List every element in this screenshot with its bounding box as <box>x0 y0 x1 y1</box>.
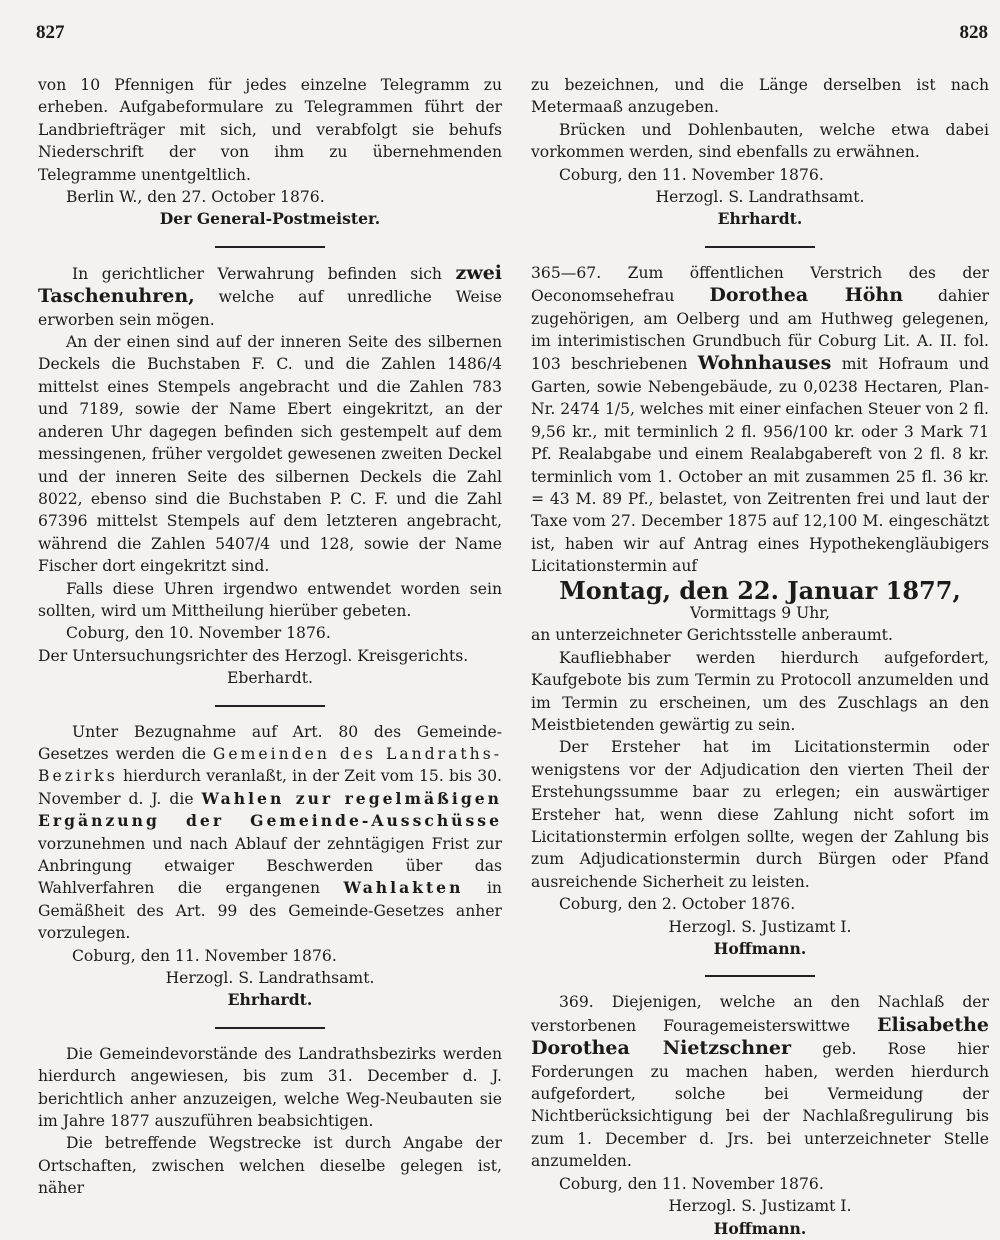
roads-notice <box>38 1043 502 1200</box>
estate-signature-2-text: Hoffmann. <box>713 1218 807 1238</box>
auction-text-3: Der Ersteher hat im Licitationstermin oder wenigstens vor der Adjudication den vierten Theil der Erstehungssumme baar zu erlegen; ein auswärtiger Ersteher hat, wenn diese Zahlung nicht sofort im Licitationstermin erfolgen sollte, wegen der Zahlung bis zum Adjudicationstermin durch Bürgen oder Pfand ausreichende Sicherheit zu leisten. <box>531 738 989 891</box>
roads-cont-signature-2 <box>531 208 989 230</box>
left-column <box>38 74 502 1200</box>
estate-signature-2 <box>531 1218 989 1240</box>
auction-text <box>531 262 989 578</box>
elections-text-c: vorzunehmen und nach Ablauf der zehntägigen Frist zur Anbringung etwaiger Beschwerden über das Wahlverfahren die ergangenen <box>38 834 502 898</box>
elections-text-a: Unter Bezugnahme auf Art. 80 des Gemeinde-Gesetzes werden die <box>38 722 502 763</box>
elections-spaced-1: Gemeinden des Landraths-Bezirks <box>38 744 502 786</box>
section-divider <box>215 246 325 248</box>
estate-deceased-name: Elisabethe Dorothea Nietzschner <box>531 1013 989 1060</box>
estate-notice <box>531 991 989 1239</box>
auction-notice <box>531 262 989 961</box>
watches-signature-1: Der Untersuchungsrichter des Herzogl. Kreisgerichts. <box>38 646 469 665</box>
section-divider <box>215 1027 325 1029</box>
telegram-notice <box>38 74 502 231</box>
estate-signature-1: Herzogl. S. Justizamt I. <box>668 1197 852 1216</box>
elections-signature-2-text: Ehrhardt. <box>227 990 313 1010</box>
auction-signature-2-text: Hoffmann. <box>713 939 807 959</box>
telegram-place-date: Berlin W., den 27. October 1876. <box>66 188 325 207</box>
page-number-left: 827 <box>36 22 65 43</box>
estate-text <box>531 991 989 1172</box>
elections-spaced-2: Wahlen zur regelmäßigen Ergänzung der Gemeinde-Ausschüsse <box>38 788 502 831</box>
elections-text-b: hierdurch veranlaßt, in der Zeit vom 15. bis 30. November d. J. die <box>38 767 502 808</box>
auction-house-word: Wohnhauses <box>697 352 832 375</box>
section-divider <box>705 975 815 977</box>
roads-cont-text-1: zu bezeichnen, und die Länge derselben ist nach Metermaaß anzugeben. <box>531 76 989 117</box>
roads-cont-text-2: Brücken und Dohlenbauten, welche etwa dabei vorkommen werden, sind ebenfalls zu erwähnen. <box>531 120 989 162</box>
section-divider <box>705 246 815 248</box>
auction-owner-name: Dorothea Höhn <box>709 284 904 307</box>
watches-headline: zwei Taschenuhren, <box>38 261 502 308</box>
elections-notice <box>38 721 502 1012</box>
roads-text-1: Die Gemeindevorstände des Landrathsbezirks werden hierdurch angewiesen, bis zum 31. December d. J. berichtlich anher anzuzeigen, welche Weg-Neubauten sie im Jahre 1877 auszuführen beabsichtigen. <box>38 1044 502 1131</box>
auction-signature-2 <box>531 938 989 960</box>
elections-place-date: Coburg, den 11. November 1876. <box>72 946 337 965</box>
page-number-right: 828 <box>959 22 988 43</box>
auction-signature-1: Herzogl. S. Justizamt I. <box>668 917 852 936</box>
auction-text-b: dahier zugehörigen, am Oelberg und am Huthweg gelegenen, im interimistischen Grundbuch für Coburg Lit. A. II. fol. 103 beschriebenen <box>531 287 989 374</box>
auction-date: Montag, den 22. Januar 1877, <box>559 575 961 605</box>
auction-text-2: Kaufliebhaber werden hierdurch aufgefordert, Kaufgebote bis zum Termin zu Protocoll anzumelden und im Termin zu erscheinen, um des Zuschlags an den Meistbietenden gewärtig zu sein. <box>531 648 989 734</box>
auction-time: Vormittags 9 Uhr, <box>690 603 830 622</box>
watches-place-date: Coburg, den 10. November 1876. <box>66 624 331 643</box>
auction-place: an unterzeichneter Gerichtsstelle anberaumt. <box>531 626 893 645</box>
telegram-signature <box>38 208 502 230</box>
watches-notice <box>38 262 502 690</box>
estate-text-a: 369. Diejenigen, welche an den Nachlaß der verstorbenen Fouragemeisterswittwe <box>531 993 989 1035</box>
watches-description: An der einen sind auf der inneren Seite des silbernen Deckels die Buchstaben F. C. und die Zahlen 1486/4 mittelst eines Stempels angebracht und die Zahlen 783 und 7189, sowie der Name Ebert eingekritzt, an der anderen Uhr dagegen befinden sich gestempelt auf dem messingenen, früher vergoldet gewesenen zweiten Deckel und der inneren Seite des silbernen Deckels die Zahl 8022, ebenso sind die Buchstaben P. C. F. und die Zahl 67396 mittelst Stempels auf dem letzteren angebracht, während die Zahlen 5407/4 und 128, sowie der Name Fischer dort eingekritzt sind. <box>38 333 502 576</box>
telegram-text: von 10 Pfennigen für jedes einzelne Telegramm zu erheben. Aufgabeformulare zu Telegrammen führt der Landbriefträger mit sich, und verabfolgt sie behufs Niederschrift der von ihm zu übernehmenden Telegramme unentgeltlich. <box>38 76 502 184</box>
elections-signature-2 <box>38 989 502 1011</box>
estate-place-date: Coburg, den 11. November 1876. <box>559 1174 824 1193</box>
elections-spaced-3: Wahlakten <box>343 878 464 898</box>
watches-signature-2: Eberhardt. <box>226 669 314 688</box>
estate-text-b: geb. Rose hier Forderungen zu machen haben, werden hierdurch aufgefordert, solche bei Vermeidung der Nichtberücksichtigung bei der Nachlaßregulirung bis zum 1. December d. Jrs. bei unterzeichneter Stelle anzumelden. <box>531 1040 990 1171</box>
right-column <box>531 74 989 1240</box>
roads-text-2: Die betreffende Wegstrecke ist durch Angabe der Ortschaften, zwischen welchen dieselbe gelegen ist, näher <box>38 1134 502 1198</box>
auction-place-date: Coburg, den 2. October 1876. <box>559 895 796 914</box>
roads-notice-continued <box>531 74 989 231</box>
roads-cont-signature-1: Herzogl. S. Landrathsamt. <box>655 188 865 207</box>
elections-text <box>38 721 502 945</box>
elections-text-d: in Gemäßheit des Art. 99 des Gemeinde-Gesetzes anher vorzulegen. <box>38 879 502 943</box>
roads-cont-place-date: Coburg, den 11. November 1876. <box>559 165 824 184</box>
watches-intro <box>38 262 502 331</box>
roads-cont-signature-2-text: Ehrhardt. <box>717 209 803 229</box>
telegram-signature-text: Der General-Postmeister. <box>159 209 381 229</box>
elections-signature-1: Herzogl. S. Landrathsamt. <box>165 969 375 988</box>
watches-request: Falls diese Uhren irgendwo entwendet worden sein sollten, wird um Mittheilung hierüber gebeten. <box>38 579 502 620</box>
auction-text-c: mit Hofraum und Garten, sowie Nebengebäude, zu 0,0238 Hectaren, Plan-Nr. 2474 1/5, welches mit einer einfachen Steuer von 2 fl. 9,56 kr., mit terminlich 2 fl. 956/100 kr. oder 3 Mark 71 Pf. Realabgabe und einem Realabgabereft von 2 fl. 8 kr. terminlich vom 1. October an mit zusammen 25 fl. 36 kr. = 43 M. 89 Pf., belastet, von Zeitrenten frei und laut der Taxe vom 27. December 1875 auf 12,100 M. eingeschätzt ist, haben wir auf Antrag eines Hypothekengläubigers Licitationstermin auf <box>531 355 989 576</box>
watches-intro-end: welche auf unredliche Weise erworben sein mögen. <box>38 288 502 329</box>
auction-text-a: 365—67. Zum öffentlichen Verstrich des der Oeconomsehefrau <box>531 263 989 306</box>
section-divider <box>215 705 325 707</box>
watches-intro-start: In gerichtlicher Verwahrung befinden sich <box>72 264 456 283</box>
